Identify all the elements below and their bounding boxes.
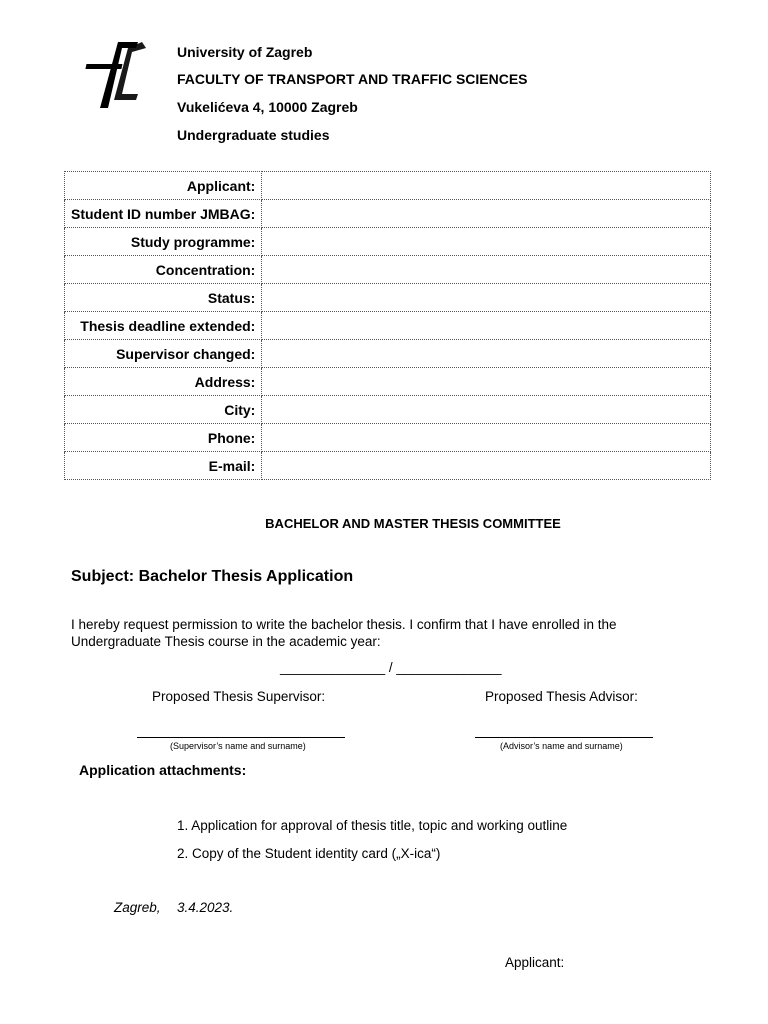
attachments-heading: Application attachments: xyxy=(79,762,247,778)
form-row xyxy=(65,424,711,452)
form-row xyxy=(65,368,711,396)
form-row xyxy=(65,452,711,480)
academic-year-field[interactable]: ______________ / ______________ xyxy=(280,660,502,675)
supervisor-label: Proposed Thesis Supervisor: xyxy=(152,689,326,704)
form-row-label: Study programme: xyxy=(65,228,262,256)
form-row-value-field[interactable] xyxy=(262,312,711,340)
form-row-value-field[interactable] xyxy=(262,200,711,228)
request-paragraph: I hereby request permission to write the bachelor thesis. I confirm that I have enrolled in the Undergraduate Thesis course in the academic year: xyxy=(71,617,617,649)
form-row-label: Status: xyxy=(65,284,262,312)
faculty-address: Vukelićeva 4, 10000 Zagreb xyxy=(177,99,358,115)
attachment-item: 2. Copy of the Student identity card („X-ica“) xyxy=(177,846,441,861)
form-row-value-field[interactable] xyxy=(262,256,711,284)
form-row xyxy=(65,284,711,312)
form-row-label: Applicant: xyxy=(65,172,262,200)
subject-line: Subject: Bachelor Thesis Application xyxy=(71,568,354,585)
form-row xyxy=(65,172,711,200)
form-row-label: E-mail: xyxy=(65,452,262,480)
form-row-value-field[interactable] xyxy=(262,368,711,396)
studies-level: Undergraduate studies xyxy=(177,127,330,143)
applicant-signature-label: Applicant: xyxy=(505,955,565,970)
applicant-info-table xyxy=(64,171,711,480)
date: 3.4.2023. xyxy=(177,900,234,915)
form-row-label: Student ID number JMBAG: xyxy=(65,200,262,228)
place: Zagreb, xyxy=(114,900,161,915)
advisor-caption: (Advisor’s name and surname) xyxy=(500,741,623,751)
form-row xyxy=(65,256,711,284)
form-row-value-field[interactable] xyxy=(262,452,711,480)
form-row xyxy=(65,200,711,228)
form-row-label: Thesis deadline extended: xyxy=(65,312,262,340)
attachment-item: 1. Application for approval of thesis title, topic and working outline xyxy=(177,818,568,833)
supervisor-signature-line[interactable] xyxy=(137,737,345,738)
form-row-label: Supervisor changed: xyxy=(65,340,262,368)
advisor-signature-line[interactable] xyxy=(475,737,653,738)
committee-heading: BACHELOR AND MASTER THESIS COMMITTEE xyxy=(265,516,561,531)
university-name: University of Zagreb xyxy=(177,44,313,60)
form-row xyxy=(65,396,711,424)
form-row-value-field[interactable] xyxy=(262,284,711,312)
form-row xyxy=(65,312,711,340)
faculty-logo xyxy=(78,38,148,114)
form-row-label: Phone: xyxy=(65,424,262,452)
form-row-value-field[interactable] xyxy=(262,172,711,200)
form-row xyxy=(65,340,711,368)
form-row-label: City: xyxy=(65,396,262,424)
form-row xyxy=(65,228,711,256)
form-row-label: Concentration: xyxy=(65,256,262,284)
advisor-label: Proposed Thesis Advisor: xyxy=(485,689,638,704)
form-row-value-field[interactable] xyxy=(262,424,711,452)
form-row-value-field[interactable] xyxy=(262,340,711,368)
form-row-label: Address: xyxy=(65,368,262,396)
supervisor-caption: (Supervisor’s name and surname) xyxy=(170,741,306,751)
form-row-value-field[interactable] xyxy=(262,228,711,256)
form-row-value-field[interactable] xyxy=(262,396,711,424)
faculty-name: FACULTY OF TRANSPORT AND TRAFFIC SCIENCES xyxy=(177,71,528,87)
